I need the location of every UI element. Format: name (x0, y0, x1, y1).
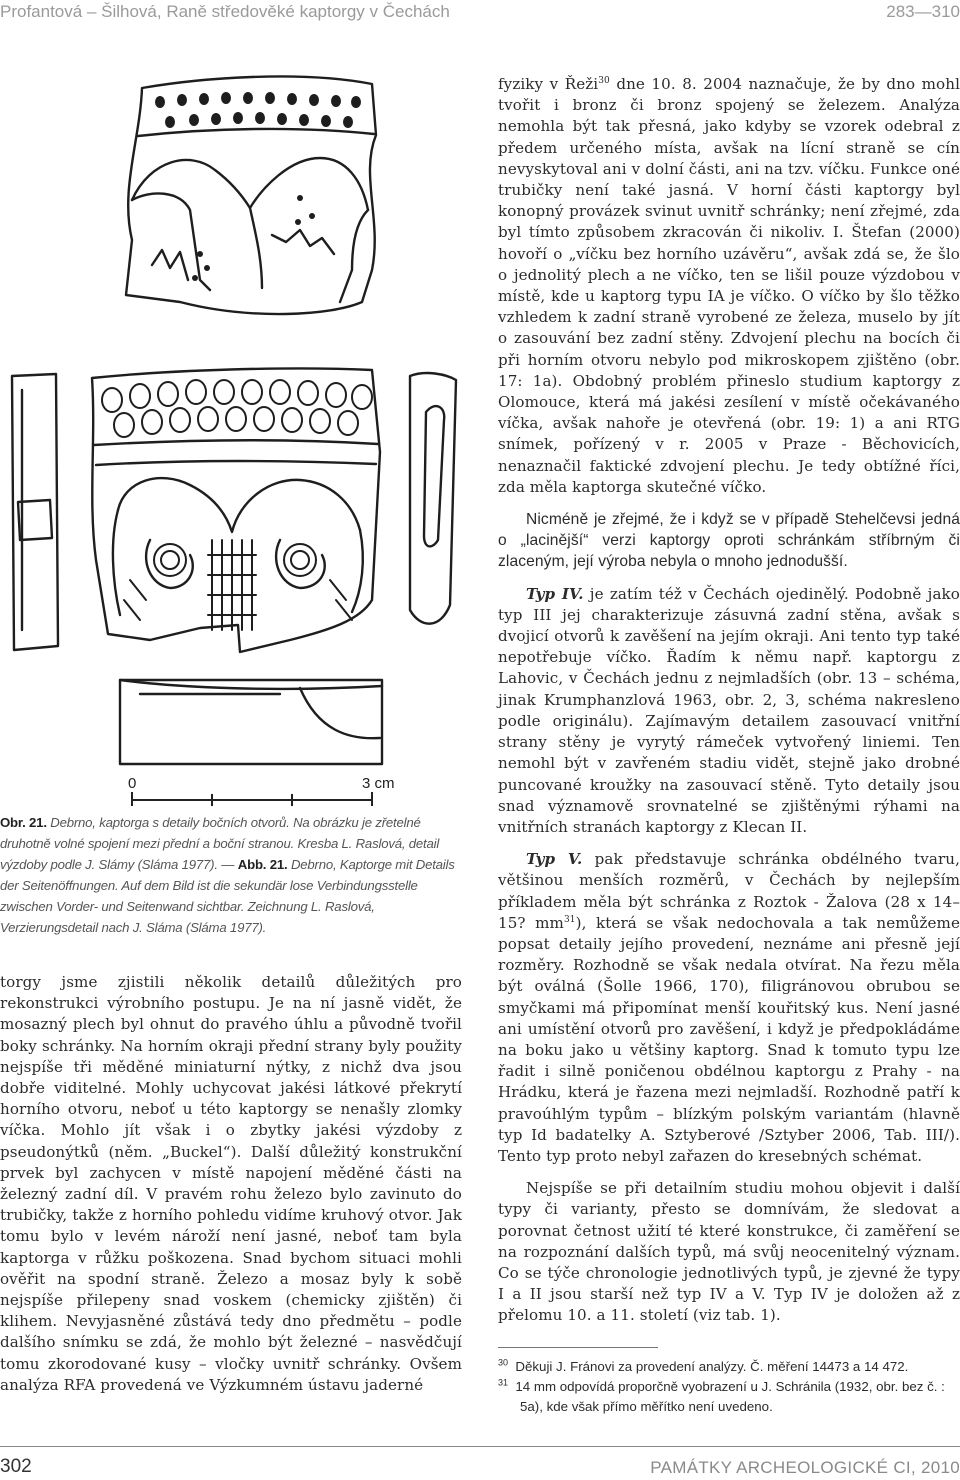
right-paragraph-4 (498, 849, 960, 1167)
typ-v-label: Typ V. (526, 850, 583, 869)
right-side-strip-drawing (410, 373, 456, 624)
scale-bar (128, 775, 395, 806)
caption-de-label: Abb. 21. (237, 857, 288, 872)
typ-v-text-start: pak představuje schránka obdélného tvaru, většinou menších rozměrů, v Čechách by nejlepším příkladem měla být schránka z Roztok - Žalova (28 x 14–15? mm (498, 850, 960, 932)
footnotes (498, 1357, 960, 1417)
bottom-strip-drawing (120, 680, 382, 764)
right-paragraph-5: Nejspíše se při detailním studiu mohou objevit i další typy či varianty, přesto se domnívám, že sledovat a porovnat četnost užití té které konstrukce, či zaměření se na rozpoznání dalších typů, má svůj neocenitelný význam. Co se týče chronologie jednotlivých typů, je zjevné že typy I a II jsou starší než typ IV a V. Typ IV je doložen až z přelomu 10. a 11. století (viz tab. 1). (498, 1179, 960, 1325)
running-header (0, 0, 960, 28)
footnote-number: 30 (498, 1357, 509, 1368)
journal-name: PAMÁTKY ARCHEOLOGICKÉ CI, 2010 (650, 1458, 960, 1477)
typ-v-text-rest: ), která se však nedochovala a tak nemůžeme popsat detaily jejího provedení, neznáme ani přesně její rozměry. Rozhodně se však nedala otvírat. Na řezu měla být oválná (Šolle 1966, 170), filigránovou obrubou se smyčkami má připomínat menší kouřitský kus. Není jasné ani umístění otvorů pro zavěšení, i když je předpokládáme na boku jako u většiny kaptorg. Snad k tomuto typu lze řadit i silně poničenou obdélnou kaptorgu z Prahy - na Hrádku, která je řazena mezi nejmladší. Rozhodně patří k pravoúhlým typům – blízkým polským variantám (hlavně typ Id badatelky A. Sztyberové /Sztyber 2006, Tab. III/). Tento typ proto nebyl zařazen do kresebných schémat. (498, 913, 960, 1165)
running-header-title: Profantová – Šilhová, Raně středověké kaptorgy v Čechách (0, 2, 450, 21)
footnote-text: Děkuji J. Fránovi za provedení analýzy. Č. měření 14473 a 14 472. (515, 1359, 909, 1374)
left-paragraph-1: torgy jsme zjistili několik detailů důležitých pro rekonstrukci výrobního postupu. Je na ní jasně vidět, že mosazný plech byl ohnut do pravého úhlu a původně tvořil boky schránky. Na horním okraji přední strany byly použity nejspíše tři měděné miniaturní nýtky, z nichž dva jsou dobře viditelné. Mohly uchycovat jakési látkové překrytí horního otvoru, neboť u této kaptorgy se nenašly zlomky víčka. Mohlo jít však i o zbytky jakési výzdoby z pseudonýtků (něm. „Buckel“). Další důležitý konstrukční prvek byl zachycen v místě napojení měděné části na železný zadní díl. V pravém rohu železo bylo zavinuto do trubičky, takže z horního pohledu vidíme kruhový otvor. Jak tomu bylo v levém nároží není jasné, neboť tam byla kaptorga v růžku poškozena. Snad bychom situaci mohli ověřit na spodní straně. Železo a mosaz byly k sobě nejspíše přilepeny snad voskem (chemicky zjištěn) či klihem. Nevyjasněné zůstává tedy dno předmětu – podle dalšího snímku se zdá, že mohlo být železné – nasvědčují tomu zkorodované kusy – vločky uvnitř schránky. Ovšem analýza RFA provedená ve Výzkumném ústavu jaderné (0, 973, 462, 1394)
right-paragraph-3 (498, 584, 960, 838)
figure-drawing (0, 40, 470, 810)
kaptorga-illustration (0, 40, 470, 810)
typ-iv-text: je zatím též v Čechách ojedinělý. Podobně jako typ III jej charakterizuje zásuvná zadní stěna, avšak s dvojicí otvorů k zavěšení na jejím okraji. Ani tento typ také nepotřebuje víčko. Řadím k němu např. kaptorgu z Lahovic, v Čechách jednu z nejmladších (obr. 13 – schéma, jinak Krumphanzlová 1963, obr. 2, 3, schéma nakresleno podle originálu). Zajímavým detailem zasouvací vnitřní strany stěny je vyrytý rámeček vytvořený liniemi. Ten nemohl být v zavřeném stadiu vidět, stejně jako drobné puncované kroužky na zasouvací stěně. Tyto detaily jsou snad významově srovnatelné se zjištěnými rýhami na vnitřních stranách kaptorgy z Klecan II. (498, 584, 960, 836)
footnote-text: 14 mm odpovídá proporčně vyobrazení u J. Schránila (1932, obr. bez č. : 5a), kde však přímo měřítko není uvedeno. (515, 1379, 945, 1414)
caption-separator: — (221, 857, 235, 872)
scale-start-label: 0 (128, 775, 137, 792)
footnote-number: 31 (498, 1377, 509, 1388)
typ-iv-label: Typ IV. (526, 584, 584, 603)
right-paragraph-2: Nicméně je zřejmé, že i když se v případě Stehelčevsi jedná o „lacinější“ verzi kaptorgy oproti schránkám stříbrným či zlaceným, její výroba nebyla o mnoho jednodušší. (498, 511, 960, 571)
caption-cz-label: Obr. 21. (0, 815, 47, 830)
footnote-31 (498, 1377, 960, 1417)
footnote-30 (498, 1357, 960, 1377)
left-side-strip-drawing (12, 374, 58, 650)
right-p1-rest: dne 10. 8. 2004 naznačuje, že by dno mohl tvořit i bronz či bronz spojený se železem. Analýza nemohla být tak přesná, jako kdyby se vzorek odebral z předem určeného místa, avšak na lícní straně se cín nevyskytoval ani v dolní části, ani na tzv. víčku. Funkce oné trubičky není také jasná. V horní části kaptorgy byl konopný provázek svinut uvnitř schránky; není zřejmé, zda byl tímto způsobem zkracován či nikoliv. I. Štefan (2000) hovoří o „víčku bez horního uzávěru“, avšak zdá se, že šlo o jednolitý plech a ne víčko, ten se lišil pouze výzdobou v místě, kde u kaptorg typu IA je víčko. O víčko by šlo těžko vzhledem k zadní straně vyrobené ze železa, muselo by jít o zasouvání bez zadní stěny. Zdvojení plechu na bocích či při horním otvoru nebylo pod mikroskopem zjištěno (obr. 17: 1a). Obdobný problém přineslo studium kaptorgy z Olomouce, která má jakési zesílení v místě očekávaného víčka, avšak nahoře je otevřená (obr. 19: 1) a ani RTG snímek, pořízený v r. 2005 v Praze - Běchovicích, nenaznačil faktické zdvojení plechu. Je tedy obtížné říci, zda měla kaptorga skutečné víčko. (498, 75, 960, 496)
right-p1-start: fyziky v Řeži (498, 75, 599, 93)
ornamented-plate-patterns (102, 380, 372, 630)
figure-caption (0, 812, 465, 938)
footer-divider (0, 1446, 960, 1447)
page-number: 302 (0, 1456, 32, 1477)
footnote-divider (498, 1347, 658, 1348)
running-header-pages: 283—310 (886, 2, 960, 21)
caption-cz-text: Debrno, kaptorga s detaily bočních otvorů. Na obrázku je zřetelné druhotně volné spojení mezi přední a boční stranou. Kresba L. Raslová, detail výzdoby podle J. Slámy (Sláma 1977). (0, 815, 440, 872)
right-text-column (498, 74, 960, 1327)
ornamented-plate-drawing (92, 368, 380, 652)
front-plate-drawing (126, 76, 376, 314)
footnote-ref-30[interactable]: 30 (598, 75, 610, 86)
scale-end-label: 3 cm (362, 775, 395, 792)
caption-de-text: Debrno, Kaptorge mit Details der Seitenöffnungen. Auf dem Bild ist die sekundär lose Verbindungsstelle zwischen Vorder- und Seitenwand sichtbar. Zeichnung L. Raslová, Verzierungsdetail nach J. Sláma (Sláma 1977). (0, 857, 455, 935)
footnote-ref-31[interactable]: 31 (563, 914, 576, 925)
left-text-column (0, 972, 462, 1396)
right-paragraph-1 (498, 74, 960, 498)
